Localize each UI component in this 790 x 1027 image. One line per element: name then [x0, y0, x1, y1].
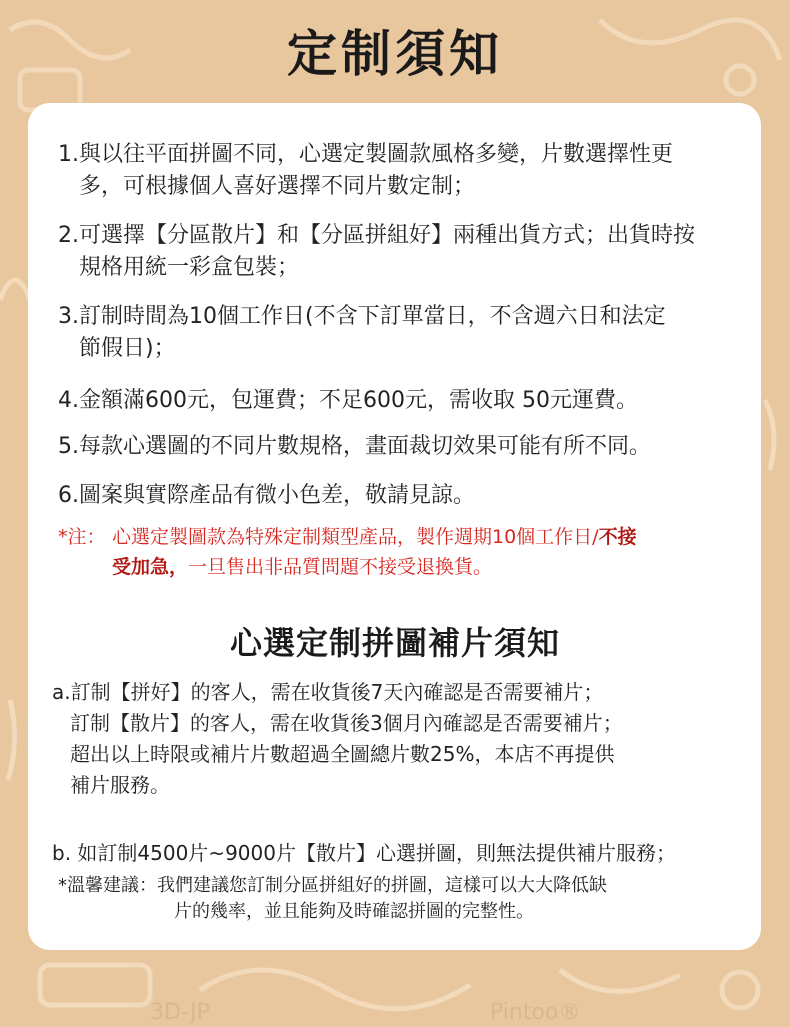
- section-subtitle: 心選定制拼圖補片須知: [229, 624, 560, 662]
- notice-item-5: 5.每款心選圖的不同片數規格，畫面裁切效果可能有所不同。: [58, 434, 651, 459]
- notice-item-1-line-2: 多，可根據個人喜好選擇不同片數定制；: [79, 174, 476, 199]
- rule-a: [52, 677, 752, 801]
- rule-b: b. 如訂制4500片~9000片【散片】心選拼圖，則無法提供補片服務；: [52, 841, 676, 865]
- red-warning-note: [58, 522, 748, 582]
- note-text-2: 一旦售出非品質問題不接受退換貨。: [188, 556, 493, 578]
- notice-item-2-line-1: 2.可選擇【分區散片】和【分區拼組好】兩種出貨方式；出貨時按: [58, 223, 695, 248]
- watermark-left: 3D-JP: [150, 1000, 210, 1025]
- page-title: 定制須知: [287, 25, 503, 83]
- rule-a-line-2: 訂制【散片】的客人，需在收貨後3個月內確認是否需要補片；: [70, 711, 623, 735]
- notice-item-6: 6.圖案與實際產品有微小色差，敬請見諒。: [58, 483, 475, 508]
- note-lead: *注：: [58, 526, 106, 548]
- note-bold-1: 不接: [598, 526, 637, 548]
- notice-item-2: [58, 220, 758, 284]
- notice-item-3-line-1: 3.訂制時間為10個工作日(不含下訂單當日，不含週六日和法定: [58, 304, 666, 329]
- tip-line-2: 片的幾率，並且能夠及時確認拼圖的完整性。: [174, 901, 534, 922]
- notice-item-2-line-2: 規格用統一彩盒包裝；: [79, 255, 300, 280]
- note-bold-2: 受加急，: [112, 556, 189, 578]
- notice-item-1-line-1: 1.與以往平面拼圖不同，心選定製圖款風格多變，片數選擇性更: [58, 142, 673, 167]
- notice-item-3-line-2: 節假日)；: [79, 336, 176, 361]
- rule-a-line-4: 補片服務。: [70, 773, 170, 797]
- notice-item-4: 4.金額滿600元，包運費；不足600元，需收取 50元運費。: [58, 388, 638, 413]
- warm-tip: [58, 873, 748, 925]
- rule-a-line-3: 超出以上時限或補片片數超過全圖總片數25%，本店不再提供: [70, 742, 615, 766]
- notice-item-3: [58, 301, 758, 365]
- watermark-right: Pintoo®: [490, 1000, 581, 1025]
- note-text-1: 心選定製圖款為特殊定制類型產品，製作週期10個工作日/: [112, 526, 599, 548]
- tip-line-1: *溫馨建議：我們建議您訂制分區拼組好的拼圖，這樣可以大大降低缺: [58, 875, 607, 896]
- notice-item-1: [58, 139, 758, 203]
- rule-a-line-1: a.訂制【拼好】的客人，需在收貨後7天內確認是否需要補片；: [52, 680, 604, 704]
